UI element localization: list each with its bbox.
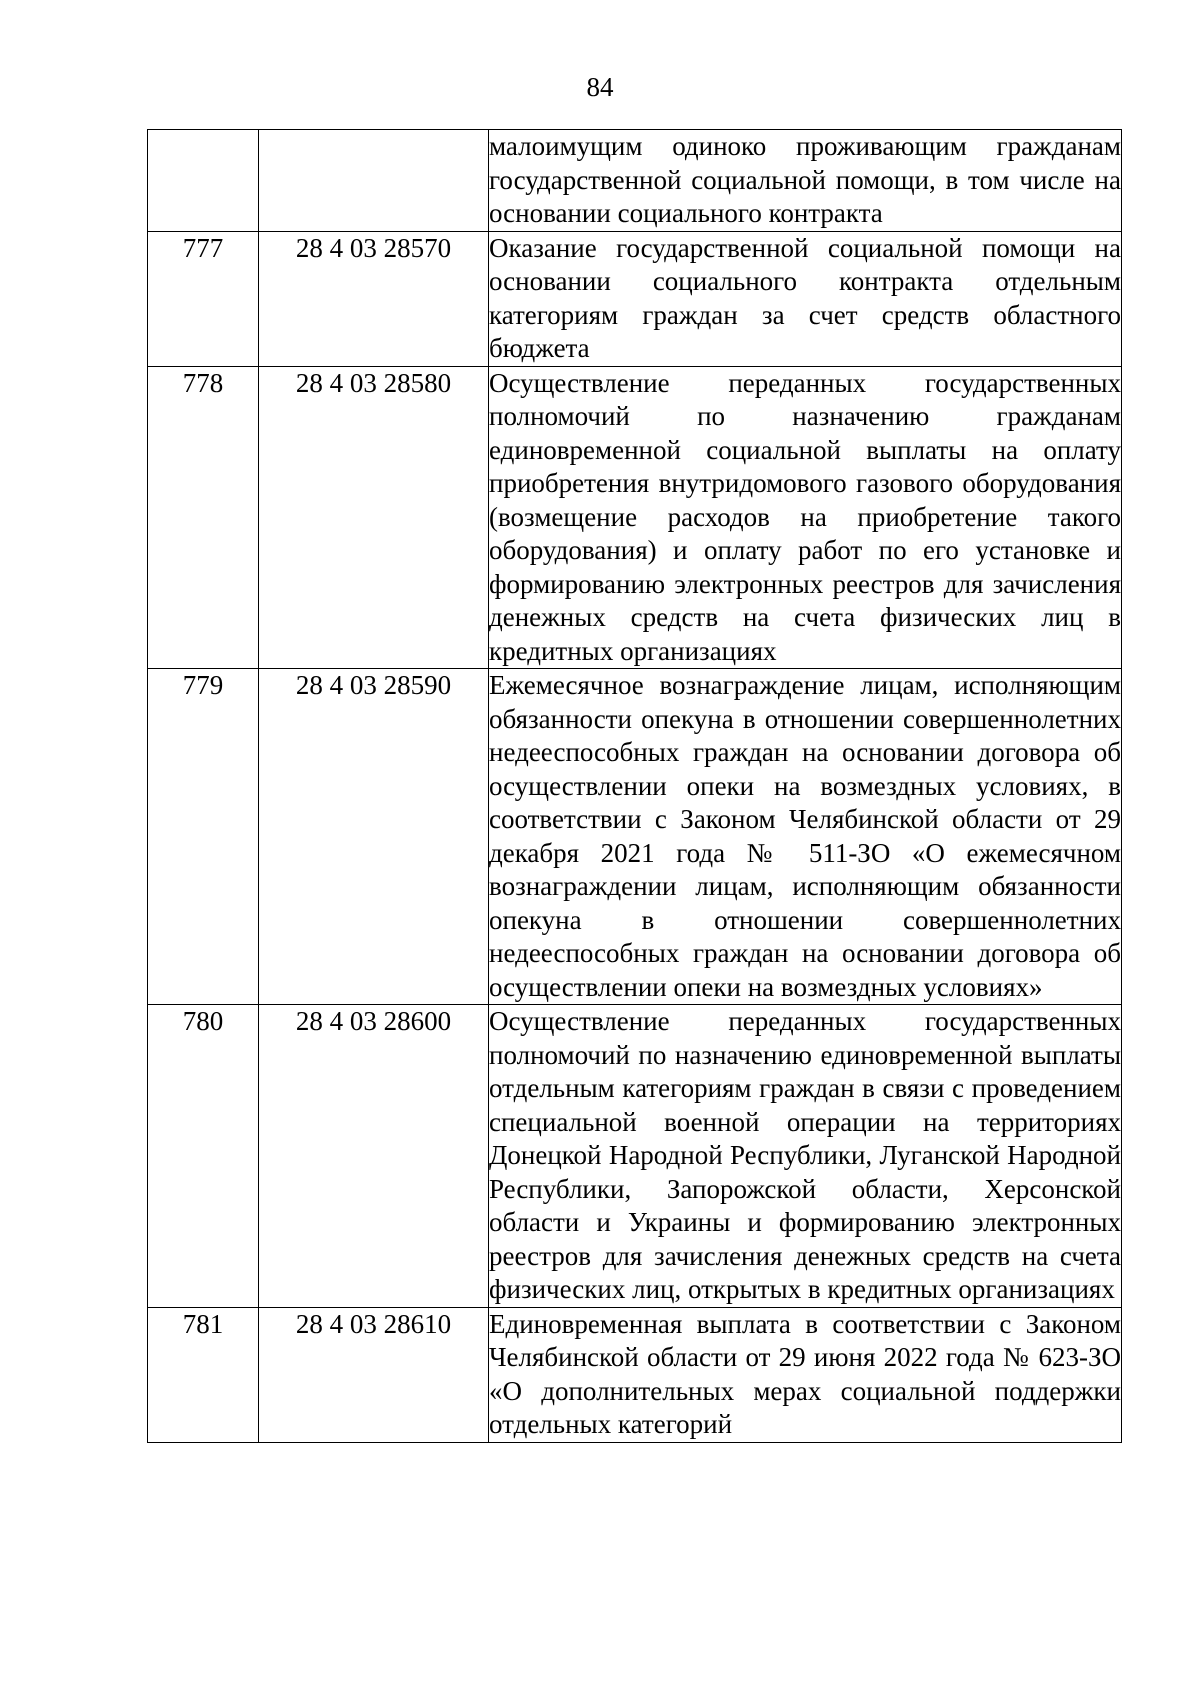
target-code-cell: 28 4 03 28600 xyxy=(259,1005,489,1308)
table-row xyxy=(148,1005,1122,1308)
table-row xyxy=(148,231,1122,366)
target-code-cell xyxy=(259,130,489,232)
row-number-cell: 780 xyxy=(148,1005,259,1308)
table-row xyxy=(148,130,1122,232)
description-cell: малоимущим одиноко проживающим гражданам государственной социальной помощи, в том числе на основании социального контракта xyxy=(489,130,1122,232)
target-code-cell: 28 4 03 28610 xyxy=(259,1307,489,1442)
table-row xyxy=(148,669,1122,1005)
row-number-cell xyxy=(148,130,259,232)
description-cell: Оказание государственной социальной помощи на основании социального контракта отдельным категориям граждан за счет средств областного бюджета xyxy=(489,231,1122,366)
target-code-cell: 28 4 03 28590 xyxy=(259,669,489,1005)
description-cell: Ежемесячное вознаграждение лицам, исполняющим обязанности опекуна в отношении совершеннолетних недееспособных граждан на основании договора об осуществлении опеки на возмездных условиях, в соответствии с Законом Челябинской области от 29 декабря 2021 года № 511-ЗО «О ежемесячном вознаграждении лицам, исполняющим обязанности опекуна в отношении совершеннолетних недееспособных граждан на основании договора об осуществлении опеки на возмездных условиях» xyxy=(489,669,1122,1005)
row-number-cell: 781 xyxy=(148,1307,259,1442)
description-cell: Единовременная выплата в соответствии с Законом Челябинской области от 29 июня 2022 года № 623-ЗО «О дополнительных мерах социальной поддержки отдельных категорий xyxy=(489,1307,1122,1442)
description-cell: Осуществление переданных государственных полномочий по назначению гражданам единовременной социальной выплаты на оплату приобретения внутридомового газового оборудования (возмещение расходов на приобретение такого оборудования) и оплату работ по его установке и формированию электронных реестров для зачисления денежных средств на счета физических лиц в кредитных организациях xyxy=(489,366,1122,669)
target-code-cell: 28 4 03 28580 xyxy=(259,366,489,669)
row-number-cell: 777 xyxy=(148,231,259,366)
description-cell: Осуществление переданных государственных полномочий по назначению единовременной выплаты отдельным категориям граждан в связи с проведением специальной военной операции на территориях Донецкой Народной Республики, Луганской Народной Республики, Запорожской области, Херсонской области и Украины и формированию электронных реестров для зачисления денежных средств на счета физических лиц, открытых в кредитных организациях xyxy=(489,1005,1122,1308)
table-row xyxy=(148,366,1122,669)
target-code-cell: 28 4 03 28570 xyxy=(259,231,489,366)
table-row xyxy=(148,1307,1122,1442)
row-number-cell: 779 xyxy=(148,669,259,1005)
page-number: 84 xyxy=(586,72,614,102)
row-number-cell: 778 xyxy=(148,366,259,669)
budget-classification-table xyxy=(147,129,1122,1443)
